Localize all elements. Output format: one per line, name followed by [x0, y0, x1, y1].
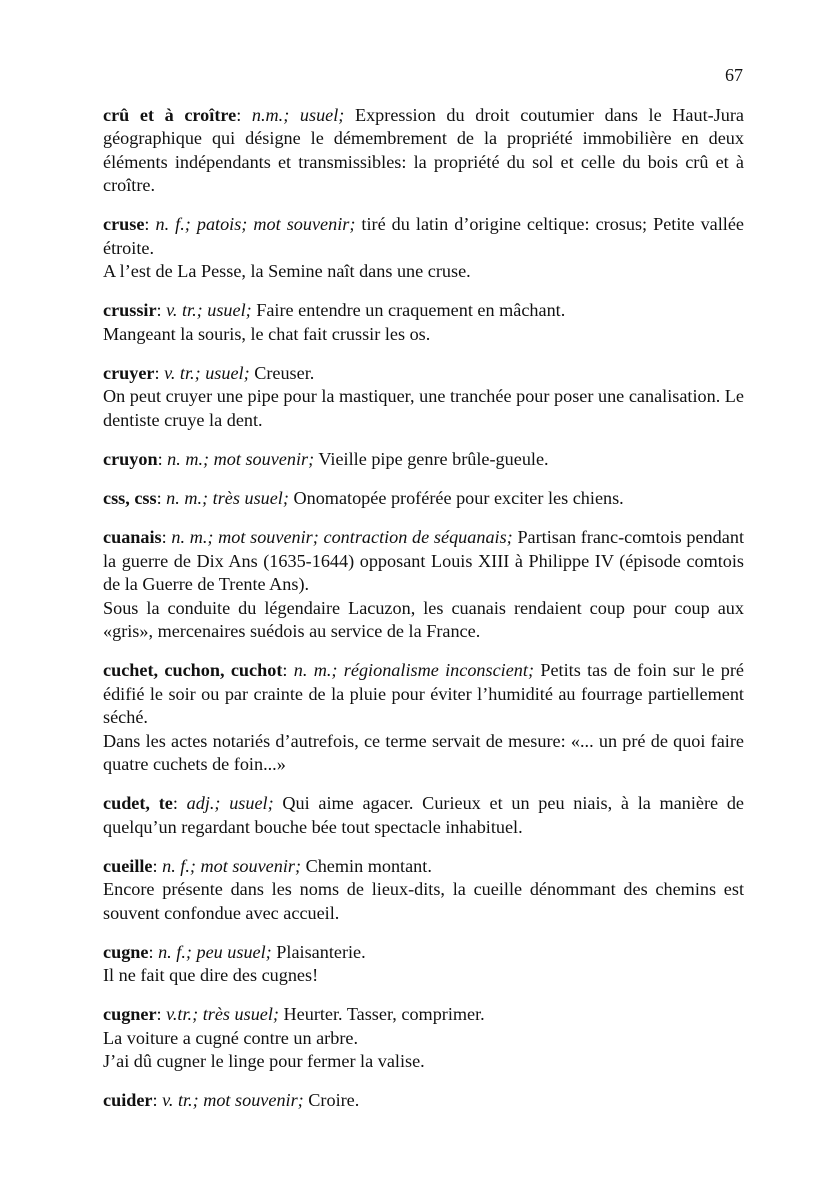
entry-definition-line: css, css: n. m.; très usuel; Onomatopée proférée pour exciter les chiens. [103, 488, 624, 509]
entry-definition: Expression du droit coutumier dans le Haut-Jura géographique qui désigne le démembrement de la propriété immobilière en deux éléments indépendants et transmissibles: la propriété du sol et celle du bois crû et à croître. [103, 105, 744, 196]
entry-definition: Faire entendre un craquement en mâchant. [256, 300, 566, 321]
entry-definition-line: cuanais: n. m.; mot souvenir; contraction de séquanais; Partisan franc-comtois pendant la guerre de Dix Ans (1635-1644) opposant Louis XIII à Philippe IV (épisode comtois de la Guerre de Trente Ans). [103, 527, 744, 595]
entry-grammar: n. m.; mot souvenir; [167, 449, 315, 470]
entry-definition-line: cuider: v. tr.; mot souvenir; Croire. [103, 1090, 360, 1111]
dictionary-entry [103, 487, 744, 510]
entry-definition: Onomatopée proférée pour exciter les chiens. [293, 488, 624, 509]
entry-grammar: adj.; usuel; [186, 793, 274, 814]
page-number: 67 [725, 65, 743, 85]
entry-headword: css, css [103, 488, 157, 509]
dictionary-entry [103, 362, 744, 432]
entry-definition-line: cruse: n. f.; patois; mot souvenir; tiré du latin d’origine celtique: crosus; Petite vallée étroite. [103, 214, 744, 258]
entry-definition: tiré du latin d’origine celtique: crosus; Petite vallée étroite. [103, 214, 744, 258]
entry-headword: cruse [103, 214, 145, 235]
entry-definition-line: cruyer: v. tr.; usuel; Creuser. [103, 363, 315, 384]
entry-definition: Qui aime agacer. Curieux et un peu niais, à la manière de quelqu’un regardant bouche bée tout spectacle inhabituel. [103, 793, 745, 837]
entry-definition-line: crussir: v. tr.; usuel; Faire entendre un craquement en mâchant. [103, 300, 566, 321]
entry-example: Sous la conduite du légendaire Lacuzon, les cuanais rendaient coup pour coup aux «gris», mercenaires suédois au service de la France. [103, 597, 744, 642]
entry-headword: cugne [103, 941, 149, 962]
entry-headword: cruyon [103, 449, 158, 470]
entry-list [103, 104, 744, 1129]
entry-definition-line: cugne: n. f.; peu usuel; Plaisanterie. [103, 941, 366, 962]
entry-definition: Chemin montant. [305, 855, 432, 876]
entry-example: Dans les actes notariés d’autrefois, ce terme servait de mesure: «... un pré de quoi faire quatre cuchets de foin...» [103, 730, 744, 774]
entry-example: La voiture a cugné contre un arbre. [103, 1027, 359, 1048]
entry-definition-line: cudet, te: adj.; usuel; Qui aime agacer. Curieux et un peu niais, à la manière de quelqu’un regardant bouche bée tout spectacle inhabituel. [103, 793, 745, 837]
entry-definition-line: cueille: n. f.; mot souvenir; Chemin montant. [103, 855, 432, 876]
entry-headword: crû et à croître [103, 105, 237, 125]
entry-definition-line: cugner: v.tr.; très usuel; Heurter. Tasser, comprimer. [103, 1004, 485, 1025]
dictionary-entry [103, 855, 744, 925]
entry-grammar: v. tr.; usuel; [166, 300, 252, 321]
entry-grammar: n. m.; mot souvenir; contraction de séquanais; [171, 527, 513, 548]
dictionary-entry [103, 299, 744, 346]
entry-definition-line: cruyon: n. m.; mot souvenir; Vieille pipe genre brûle-gueule. [103, 449, 549, 470]
dictionary-entry [103, 792, 744, 839]
entry-grammar: v. tr.; usuel; [164, 363, 250, 384]
entry-grammar: n. f.; patois; mot souvenir; [155, 214, 356, 235]
entry-headword: cueille [103, 855, 153, 876]
entry-definition: Heurter. Tasser, comprimer. [283, 1004, 485, 1025]
dictionary-entry [103, 448, 744, 471]
entry-grammar: n.m.; usuel; [251, 105, 345, 125]
entry-definition-line: cuchet, cuchon, cuchot: n. m.; régionalisme inconscient; Petits tas de foin sur le pré édifié le soir ou par crainte de la pluie pour éviter l’humidité au fourrage partiellement séché. [103, 660, 745, 728]
entry-headword: cuanais [103, 527, 162, 548]
entry-grammar: v. tr.; mot souvenir; [162, 1090, 304, 1111]
entry-headword: cuchet, cuchon, cuchot [103, 660, 283, 681]
entry-grammar: n. m.; régionalisme inconscient; [293, 660, 534, 681]
entry-definition: Vieille pipe genre brûle-gueule. [318, 449, 549, 470]
dictionary-entry [103, 941, 744, 988]
entry-headword: cruyer [103, 363, 155, 384]
entry-grammar: n. f.; mot souvenir; [162, 855, 302, 876]
entry-definition-line: crû et à croître: n.m.; usuel; Expression du droit coutumier dans le Haut-Jura géographique qui désigne le démembrement de la propriété immobilière en deux éléments indépendants et transmissibles: la propriété du sol et celle du bois crû et à croître. [103, 105, 744, 196]
entry-grammar: n. m.; très usuel; [166, 488, 289, 509]
entry-definition: Creuser. [254, 363, 315, 384]
entry-headword: cugner [103, 1004, 157, 1025]
entry-example: Il ne fait que dire des cugnes! [103, 965, 319, 986]
entry-grammar: v.tr.; très usuel; [166, 1004, 279, 1025]
dictionary-entry [103, 526, 744, 643]
dictionary-entry [103, 1003, 744, 1073]
entry-headword: cuider [103, 1090, 153, 1111]
entry-definition: Partisan franc-comtois pendant la guerre de Dix Ans (1635-1644) opposant Louis XIII à Philippe IV (épisode comtois de la Guerre de Trente Ans). [103, 527, 744, 595]
entry-definition: Plaisanterie. [276, 941, 366, 962]
entry-definition: Croire. [308, 1090, 360, 1111]
dictionary-entry [103, 213, 744, 283]
entry-headword: crussir [103, 300, 157, 321]
dictionary-entry [103, 104, 744, 198]
entry-headword: cudet, te [103, 793, 173, 814]
entry-example: J’ai dû cugner le linge pour fermer la valise. [103, 1051, 425, 1072]
entry-definition: Petits tas de foin sur le pré édifié le soir ou par crainte de la pluie pour éviter l’humidité au fourrage partiellement séché. [103, 660, 745, 728]
entry-example: A l’est de La Pesse, la Semine naît dans une cruse. [103, 261, 471, 282]
dictionary-entry [103, 1089, 744, 1112]
entry-example: On peut cruyer une pipe pour la mastiquer, une tranchée pour poser une canalisation. Le dentiste cruye la dent. [103, 386, 744, 430]
entry-example: Mangeant la souris, le chat fait crussir les os. [103, 323, 431, 344]
entry-example: Encore présente dans les noms de lieux-dits, la cueille dénommant des chemins est souvent confondue avec accueil. [103, 879, 744, 923]
entry-grammar: n. f.; peu usuel; [158, 941, 272, 962]
dictionary-entry [103, 659, 744, 776]
